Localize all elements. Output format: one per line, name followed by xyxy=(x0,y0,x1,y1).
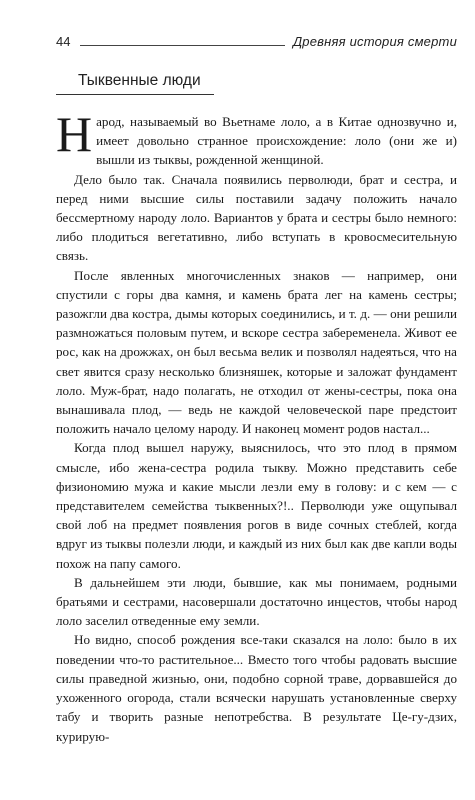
book-title: Древняя история смерти xyxy=(292,33,457,49)
header-rule xyxy=(80,45,284,46)
paragraph-3: После явленных многочисленных знаков — например, они спустили с горы два камня, и камень брата лег на камень сестры; разожгли два костра, дымы которых соединились, и т. д. — они решили размножаться половым путем, и вскоре сестра забеременела. Живот ее рос, как на дрожжах, он был весьма велик и позволял надеяться, что на свет явится сразу несколько близняшек, которые и заложат фундамент лоло. Муж-брат, надо полагать, не отходил от жены-сестры, пока она вынашивала плод, — ведь не каждой человеческой паре предстоит положить начало целому народу. И наконец момент родов настал... xyxy=(56,267,457,437)
page-number: 44 xyxy=(56,33,71,49)
paragraph-5: В дальнейшем эти люди, бывшие, как мы понимаем, родными братьями и сестрами, насовершали достаточно инцестов, чтобы народ лоло заселил отведенные ему земли. xyxy=(56,574,457,629)
section-heading xyxy=(56,72,216,95)
body-text xyxy=(56,106,457,746)
paragraph-1 xyxy=(56,106,457,170)
running-header xyxy=(56,30,457,52)
section-title-rule xyxy=(56,94,214,95)
drop-cap: Н xyxy=(56,106,93,162)
paragraph-2: Дело было так. Сначала появились перволюди, брат и сестра, и перед ними высшие силы поставили задачу положить начало бессмертному народу лоло. Вариантов у брата и сестры было немного: либо плодиться вегетативно, либо вступать в кровосмесительную связь. xyxy=(56,171,457,264)
paragraph-6: Но видно, способ рождения все-таки сказался на лоло: было в их поведении что-то растительное... Вместо того чтобы радовать высшие силы праведной жизнью, они, подобно сорной траве, дорвавшейся до ухоженного огорода, стали всячески нарушать установленные сверху табу и творить разные непотребства. В результате Це-гу-дзих, курирую- xyxy=(56,632,457,744)
paragraph-4: Когда плод вышел наружу, выяснилось, что это плод в прямом смысле, ибо жена-сестра родила тыкву. Можно представить себе физиономию мужа и какие мысли лезли ему в голову: и с кем — с представителем семейства тыквенных?!.. Перволюди уже ощупывал свой лоб на предмет появления рогов в виде сочных стеблей, когда вдруг из тыквы полезли люди, и каждый из них был как две капли воды похож на папу самого. xyxy=(56,440,457,571)
section-title: Тыквенные люди xyxy=(78,72,201,89)
paragraph-1-text: арод, называемый во Вьетнаме лоло, а в Китае однозвучно и, имеет довольно странное происхождение: лоло (они же и) вышли из тыквы, рожденной женщиной. xyxy=(96,114,457,168)
